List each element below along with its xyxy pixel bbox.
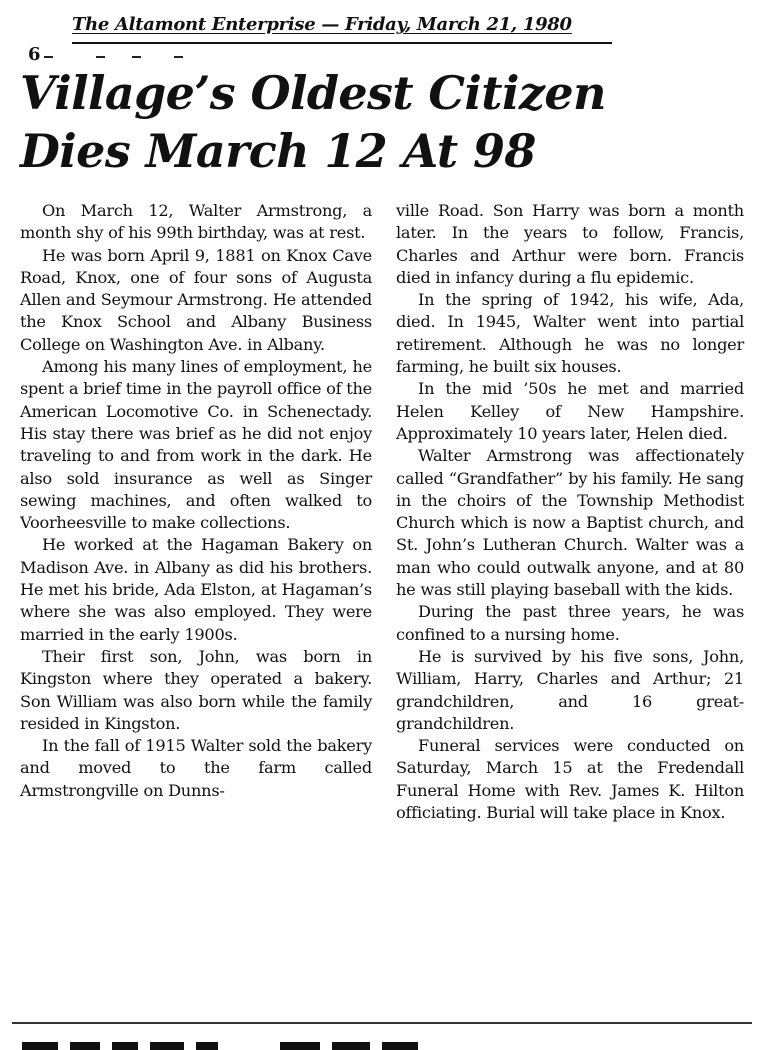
page-number-dash	[44, 56, 53, 58]
article-paragraph: Funeral services were conducted on Saturday, March 15 at the Fredendall Funeral Home with Rev. James K. Hilton officiating. Burial will take place in Knox.	[396, 736, 744, 823]
cutoff-glyph-fragment	[112, 1042, 138, 1050]
article-paragraph: During the past three years, he was confined to a nursing home.	[396, 602, 744, 644]
article-paragraph: He worked at the Hagaman Bakery on Madison Ave. in Albany as did his brothers. He met his bride, Ada Elston, at Hagaman’s where she was also employed. They were married in the early 1900s.	[20, 535, 372, 644]
section-divider	[12, 1022, 752, 1024]
article-paragraph: He is survived by his five sons, John, William, Harry, Charles and Arthur; 21 grandchildren, and 16 great-grandchildren.	[396, 646, 744, 733]
article-paragraph: Among his many lines of employment, he spent a brief time in the payroll office of the American Locomotive Co. in Schenectady. His stay there was brief as he did not enjoy traveling to and from work in the dark. He also sold insurance as well as Singer sewing machines, and often walked to Voorheesville to make collections.	[20, 357, 372, 533]
decorative-dash	[174, 56, 183, 58]
cutoff-glyph-fragment	[150, 1042, 184, 1050]
cutoff-glyph-fragment	[382, 1042, 418, 1050]
decorative-dash	[132, 56, 141, 58]
headline	[20, 64, 740, 180]
masthead-text: The Altamont Enterprise — Friday, March 21, 1980	[72, 14, 572, 35]
headline-line-1: Village’s Oldest Citizen	[20, 66, 606, 120]
cutoff-glyph-fragment	[196, 1042, 218, 1050]
cutoff-glyph-fragment	[70, 1042, 100, 1050]
article-paragraph: In the fall of 1915 Walter sold the bakery and moved to the farm called Armstrongville on Dunns-	[20, 736, 372, 800]
cutoff-glyph-fragment	[332, 1042, 370, 1050]
cutoff-glyph-fragment	[22, 1042, 58, 1050]
article-paragraph: On March 12, Walter Armstrong, a month shy of his 99th birthday, was at rest.	[20, 201, 372, 243]
article-paragraph: In the mid ’50s he met and married Helen Kelley of New Hampshire. Approximately 10 years later, Helen died.	[396, 379, 744, 443]
article-column-right	[396, 200, 744, 824]
headline-line-2: Dies March 12 At 98	[20, 124, 536, 178]
article-paragraph-continuation: ville Road. Son Harry was born a month later. In the years to follow, Francis, Charles and Arthur were born. Francis died in infancy during a flu epidemic.	[396, 201, 744, 287]
article-paragraph: In the spring of 1942, his wife, Ada, died. In 1945, Walter went into partial retirement. Although he was no longer farming, he built six houses.	[396, 290, 744, 377]
article-column-left	[20, 200, 372, 802]
decorative-dash	[96, 56, 105, 58]
page-number: 6	[28, 44, 41, 65]
masthead	[72, 10, 612, 44]
cutoff-glyph-fragment	[280, 1042, 320, 1050]
article-paragraph: He was born April 9, 1881 on Knox Cave Road, Knox, one of four sons of Augusta Allen and Seymour Armstrong. He attended the Knox School and Albany Business College on Washington Ave. in Albany.	[20, 245, 372, 354]
next-headline-cutoff	[18, 1030, 518, 1050]
article-paragraph: Walter Armstrong was affectionately called “Grandfather” by his family. He sang in the choirs of the Township Methodist Church which is now a Baptist church, and St. John’s Lutheran Church. Walter was a man who could outwalk anyone, and at 80 he was still playing baseball with the kids.	[396, 446, 744, 600]
article-paragraph: Their first son, John, was born in Kingston where they operated a bakery. Son William was also born while the family resided in Kingston.	[20, 646, 372, 733]
